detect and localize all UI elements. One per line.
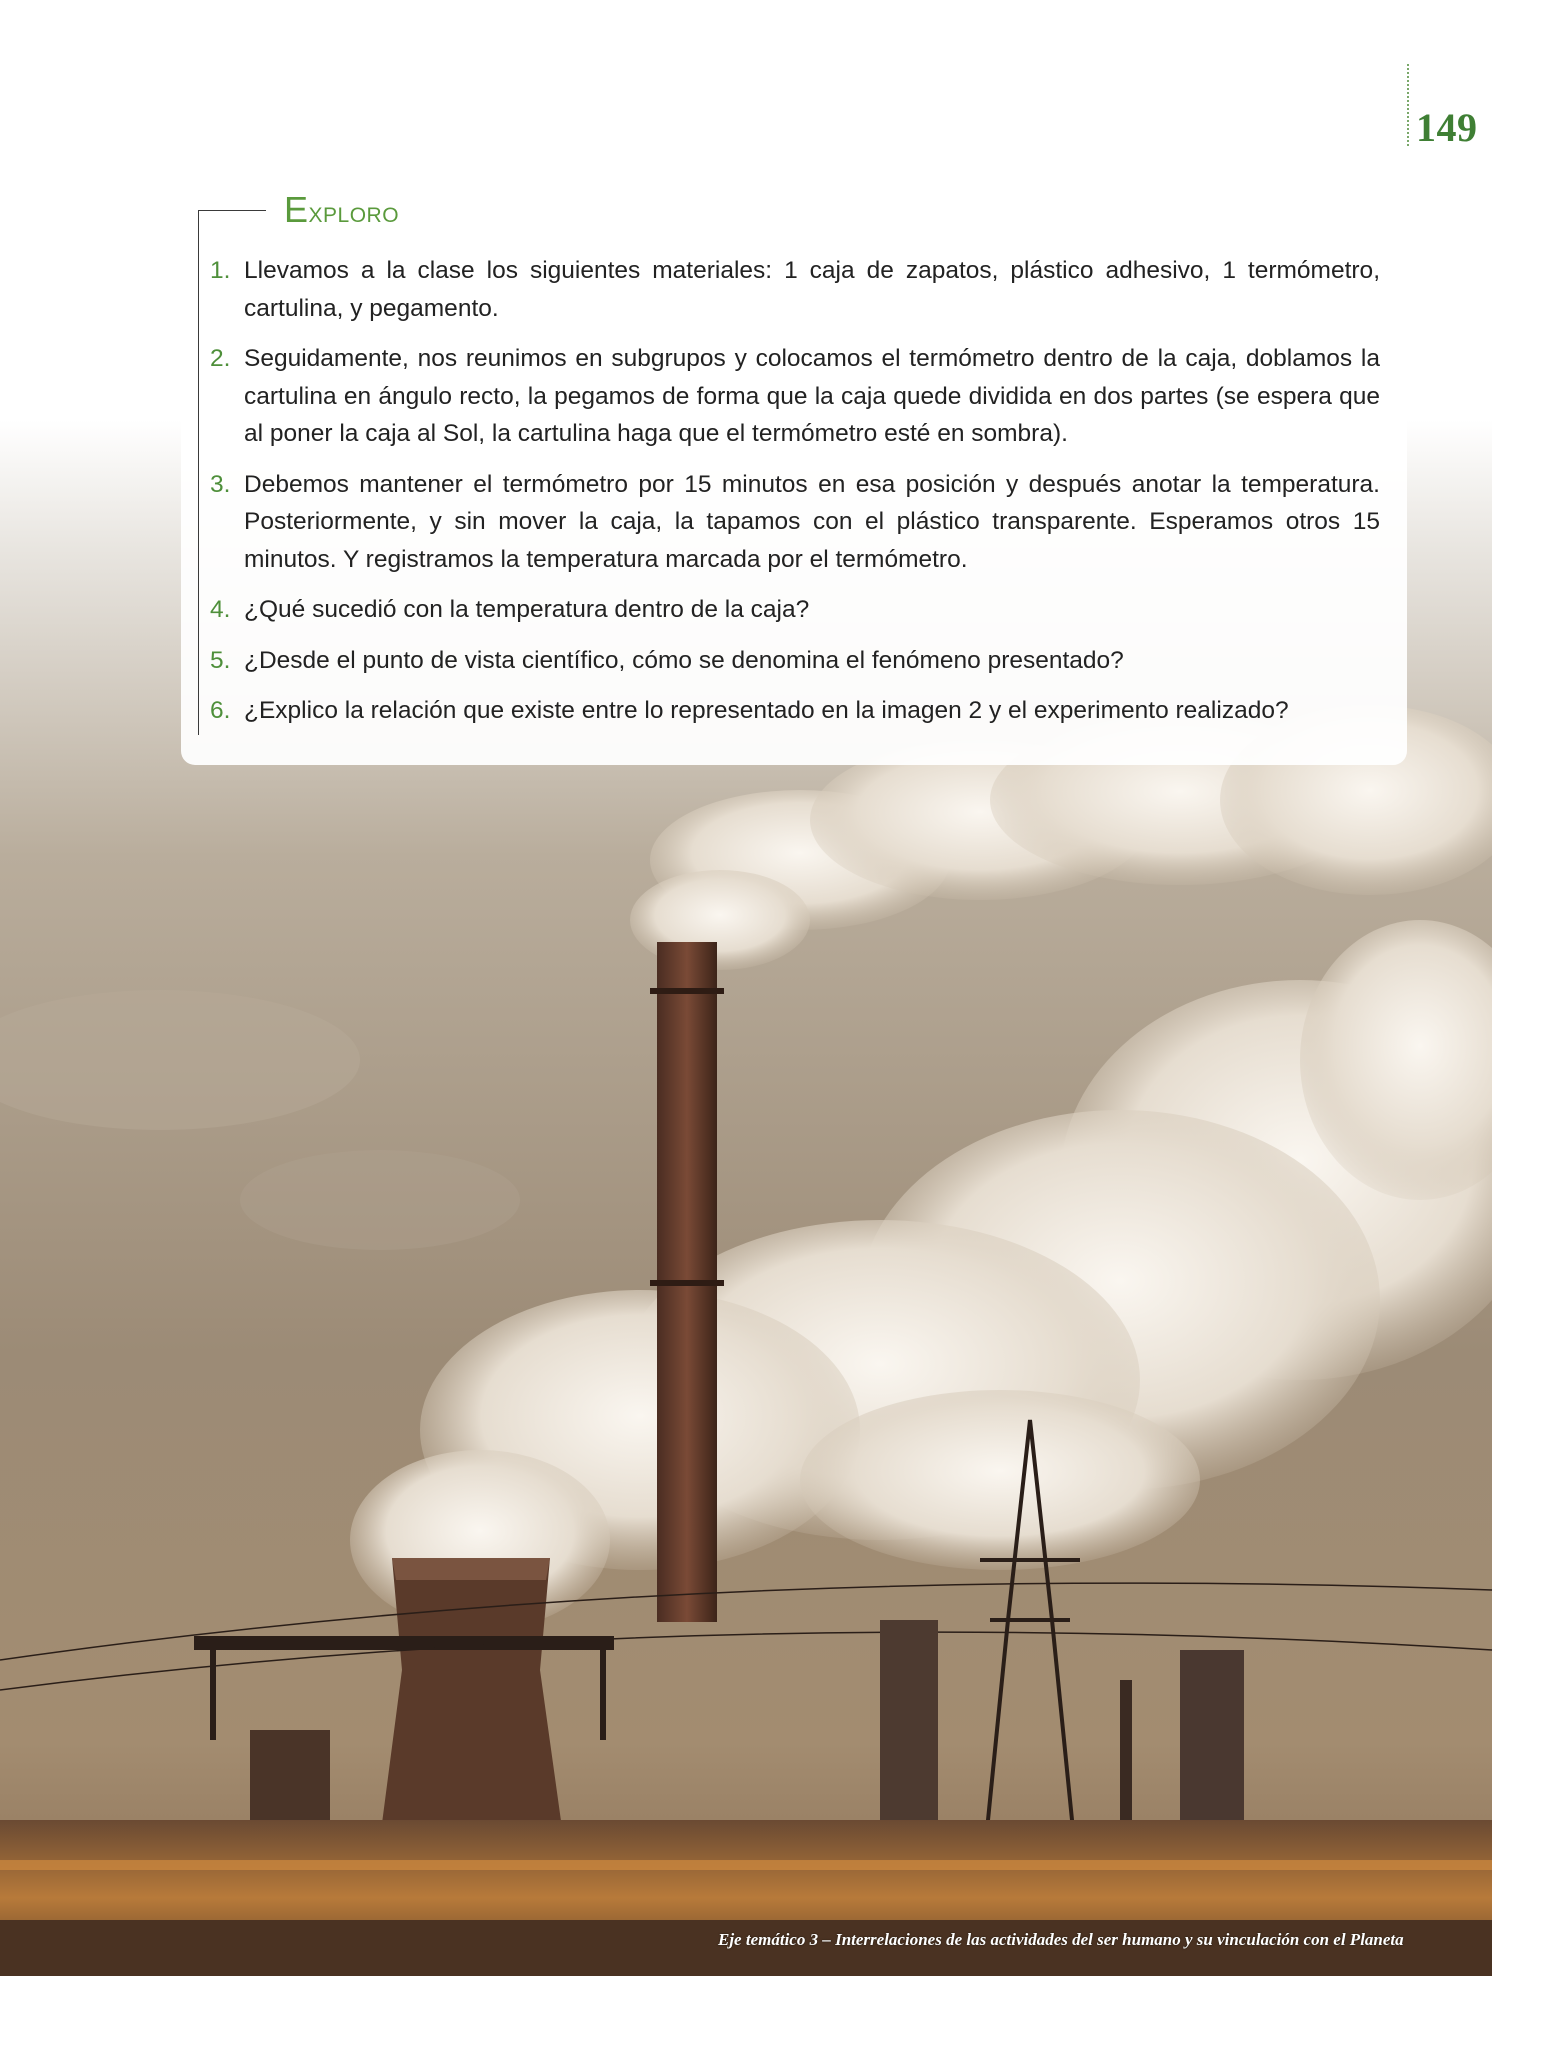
activity-number: 2. (210, 345, 231, 372)
activity-number: 3. (210, 470, 231, 498)
activity-item-5 (210, 642, 1380, 680)
activity-number: 6. (210, 697, 231, 724)
activity-item-2 (210, 340, 1380, 453)
activity-text: ¿Qué sucedió con la temperatura dentro de la caja? (244, 596, 810, 623)
activity-text: Debemos mantener el termómetro por 15 minutos en esa posición y después anotar la temperatura. Posteriormente, y sin mover la caja, la tapamos con el plástico transparente. Esperamos otros 15 minutos. Y registramos la temperatura marcada por el termómetro. (244, 470, 1380, 573)
section-title (284, 190, 399, 233)
activity-list (210, 252, 1380, 743)
activity-text: Seguidamente, nos reunimos en subgrupos y colocamos el termómetro dentro de la caja, doblamos la cartulina en ángulo recto, la pegamos de forma que la caja quede dividida en dos partes (se espera que al poner la caja al Sol, la cartulina haga que el termómetro esté en sombra). (244, 345, 1380, 447)
activity-item-6 (210, 692, 1380, 730)
page-number-divider (1407, 64, 1409, 146)
activity-item-4 (210, 591, 1380, 629)
activity-number: 5. (210, 646, 231, 674)
activity-item-1 (210, 252, 1380, 327)
activity-text: Llevamos a la clase los siguientes materiales: 1 caja de zapatos, plástico adhesivo, 1 termómetro, cartulina, y pegamento. (244, 257, 1380, 322)
footer-caption: Eje temático 3 – Interrelaciones de las actividades del ser humano y su vinculación con el Planeta (718, 1930, 1404, 1949)
section-title-rest: xploro (308, 196, 400, 229)
activity-text: ¿Desde el punto de vista científico, cómo se denomina el fenómeno presentado? (244, 646, 1124, 674)
page-number: 149 (1416, 105, 1478, 150)
section-title-initial: E (284, 189, 309, 230)
section-bracket-top (198, 210, 266, 211)
activity-number: 1. (210, 257, 231, 284)
activity-number: 4. (210, 596, 231, 623)
activity-item-3 (210, 466, 1380, 579)
activity-text: ¿Explico la relación que existe entre lo representado en la imagen 2 y el experimento realizado? (244, 697, 1289, 724)
section-bracket-left (198, 210, 199, 735)
